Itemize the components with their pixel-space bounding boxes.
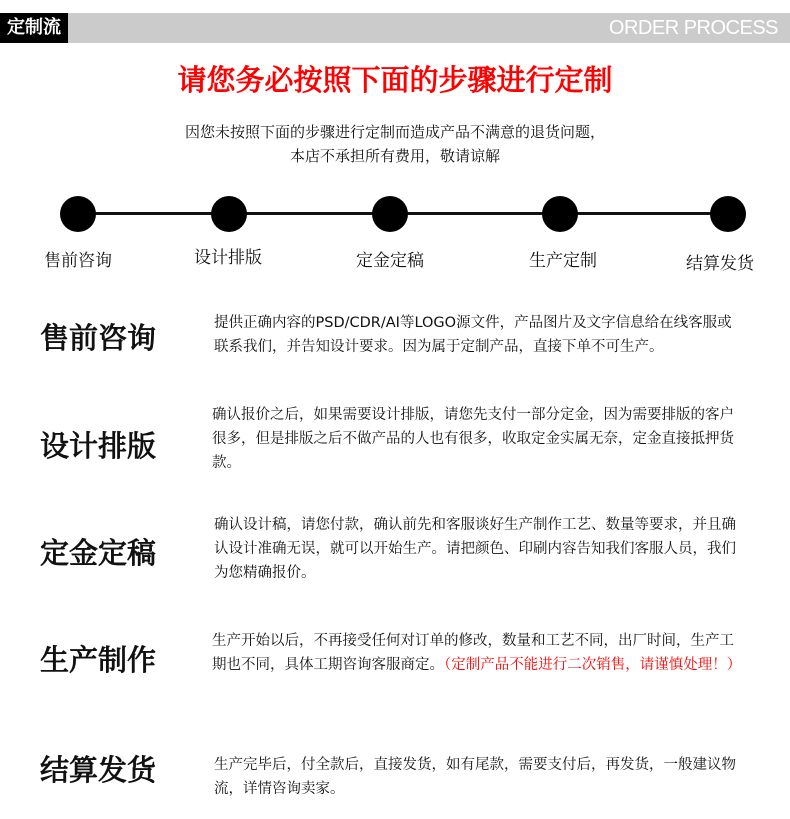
section-text: 确认设计稿，请您付款，确认前先和客服谈好生产制作工艺、数量等要求，并且确认设计准确无误，就可以开始生产。请把颜色、印刷内容告知我们客服人员，我们为您精确报价。 [214,517,736,581]
page-title: 请您务必按照下面的步骤进行定制 [177,63,613,97]
section-heading: 结算发货 [40,753,157,787]
notice-line-2: 本店不承担所有费用，敬请谅解 [289,147,500,165]
section-heading: 生产制作 [40,643,157,677]
warning-text: （定制产品不能进行二次销售，请谨慎处理！） [444,657,742,673]
timeline-dot [211,196,247,232]
section-text [212,629,742,677]
step-label: 定金定稿 [356,251,424,271]
timeline-dot [710,196,746,232]
timeline-dot [60,196,96,232]
timeline-dot [542,196,578,232]
section-text: 生产完毕后，付全款后，直接发货，如有尾款，需要支付后，再发货，一般建议物流，详情咨询卖家。 [214,757,736,797]
section-heading: 售前咨询 [40,321,157,355]
header-tag: 定制流程 [0,13,68,43]
timeline-dot [372,196,408,232]
section-text: 提供正确内容的PSD/CDR/AI等LOGO源文件，产品图片及文字信息给在线客服或联系我们，并告知设计要求。因为属于定制产品，直接下单不可生产。 [214,315,732,355]
step-label: 生产定制 [529,251,597,271]
section-heading: 设计排版 [40,429,157,463]
section-text: 确认报价之后，如果需要设计排版，请您先支付一部分定金，因为需要排版的客户很多，但是排版之后不做产品的人也有很多，收取定金实属无奈，定金直接抵押货款。 [212,407,734,471]
header-english: ORDER PROCESS [608,17,778,39]
step-label: 售前咨询 [44,251,112,271]
step-label: 设计排版 [194,248,262,268]
notice-line-1: 因您未按照下面的步骤进行定制而造成产品不满意的退货问题， [184,123,605,141]
section-heading: 定金定稿 [40,536,157,570]
step-label: 结算发货 [686,254,754,274]
section-text-main: 生产开始以后，不再接受任何对订单的修改，数量和工艺不同，出厂时间，生产工期也不同，具体工期咨询客服商定。 [212,633,734,673]
